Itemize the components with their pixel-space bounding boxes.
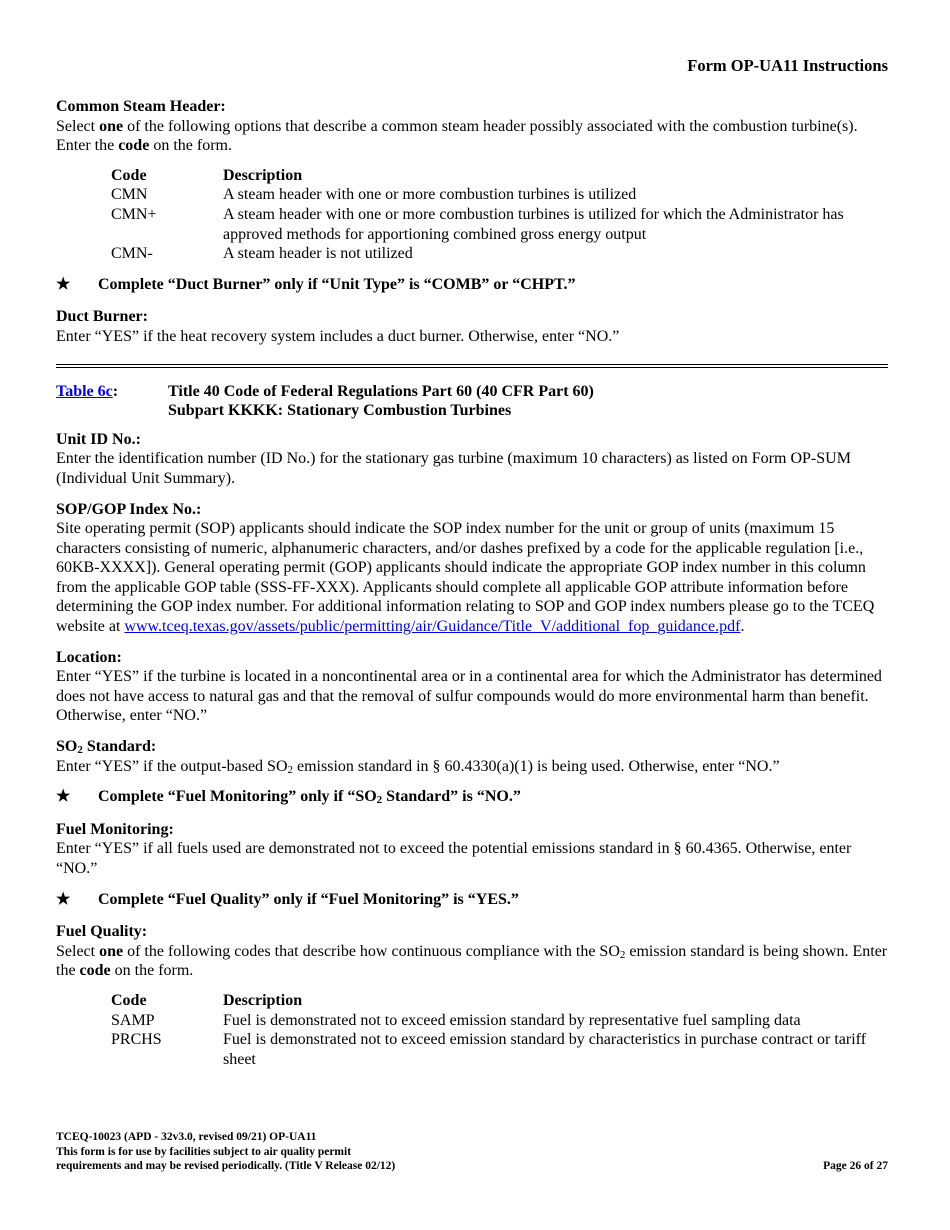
heading-part: Standard: xyxy=(82,738,157,756)
instruction-duct-burner xyxy=(56,275,888,295)
heading-fuel-monitoring: Fuel Monitoring: xyxy=(56,820,174,838)
code-cell: SAMP xyxy=(111,1011,155,1029)
text-part: Standard” is “NO.” xyxy=(382,788,521,806)
col-description-header: Description xyxy=(223,166,303,184)
heading-so2-standard xyxy=(56,737,888,757)
description-cell: Fuel is demonstrated not to exceed emission standard by characteristics in purchase contract or tariff sheet xyxy=(223,1031,867,1068)
section-so2-standard xyxy=(56,737,888,776)
duct-burner-text: Enter “YES” if the heat recovery system includes a duct burner. Otherwise, enter “NO.” xyxy=(56,327,620,345)
form-header-title: Form OP-UA11 Instructions xyxy=(687,56,888,75)
footer-revision-line: requirements and may be revised periodically. (Title V Release 02/12) xyxy=(56,1160,396,1172)
table-6c-link-wrap xyxy=(56,382,168,421)
fuel-quality-intro xyxy=(56,942,888,981)
heading-common-steam-header: Common Steam Header: xyxy=(56,98,226,115)
code-cell: PRCHS xyxy=(111,1031,162,1049)
link-period: . xyxy=(740,618,745,636)
section-location xyxy=(56,648,888,726)
location-text: Enter “YES” if the turbine is located in a noncontinental area or in a continental area for which the Administrator has determined does not have access to natural gas and that the removal of sulfur compounds would do more environmental harm than benefit. Otherwise, enter “NO.” xyxy=(56,668,882,725)
intro-bold: code xyxy=(79,962,111,980)
heading-fuel-quality: Fuel Quality: xyxy=(56,923,148,941)
col-code-header: Code xyxy=(111,991,147,1009)
code-cell: CMN xyxy=(111,186,148,204)
text-part: emission standard in § 60.4330(a)(1) is being used. Otherwise, enter “NO.” xyxy=(293,757,780,775)
heading-part: SO xyxy=(56,738,78,756)
table-row xyxy=(111,185,888,205)
footer-form-id: TCEQ-10023 (APD - 32v3.0, revised 09/21) OP-UA11 xyxy=(56,1131,317,1143)
table-6c-title-line-2: Subpart KKKK: Stationary Combustion Turbines xyxy=(168,402,512,420)
sop-gop-body: Site operating permit (SOP) applicants should indicate the SOP index number for the unit or group of units (maximum 15 characters consisting of numeric, alphanumeric characters, and/or dashes prefixed by a code for the applicable regulation [i.e., 60KB-XXXX]). General operating permit (GOP) applicants should indicate the appropriate GOP index number in this column from the applicable GOP table (SSS-FF-XXX). Applicants should complete all applicable GOP attribute information before determining the GOP index number. For additional information relating to SOP and GOP index numbers please go to the TCEQ website at xyxy=(56,520,875,636)
intro-bold: one xyxy=(99,942,124,960)
table-6c-title xyxy=(168,382,594,421)
section-fuel-quality xyxy=(56,922,888,1069)
table-6c-title-line-1: Title 40 Code of Federal Regulations Part 60 (40 CFR Part 60) xyxy=(168,382,594,400)
code-cell: CMN- xyxy=(111,245,153,263)
page-footer xyxy=(56,1130,888,1174)
intro-text: of the following codes that describe how continuous compliance with the SO xyxy=(123,942,620,960)
heading-location: Location: xyxy=(56,648,122,666)
description-cell: A steam header with one or more combustion turbines is utilized xyxy=(223,186,637,204)
fuel-quality-code-table xyxy=(111,991,888,1069)
section-duct-burner xyxy=(56,307,888,346)
col-code-header: Code xyxy=(111,166,147,184)
table-6c-link[interactable]: Table 6c xyxy=(56,382,113,400)
intro-text: on the form. xyxy=(110,962,194,980)
intro-text: Select xyxy=(56,117,100,135)
code-cell: CMN+ xyxy=(111,205,157,223)
table-header-row xyxy=(111,166,888,186)
instruction-text: Complete “Fuel Quality” only if “Fuel Monitoring” is “YES.” xyxy=(98,890,519,908)
section-unit-id xyxy=(56,430,888,489)
page-number: Page 26 of 27 xyxy=(823,1160,888,1172)
text-part: Enter “YES” if the output-based SO xyxy=(56,757,288,775)
star-icon: ★ xyxy=(56,890,71,908)
steam-header-code-table xyxy=(111,166,888,264)
table-header-row xyxy=(111,991,888,1011)
intro-text: of the following options that describe a common steam header possibly associated with the combustion turbine(s). Enter the xyxy=(56,117,858,155)
table-row xyxy=(111,205,888,244)
intro-text: Select xyxy=(56,942,100,960)
text-part: Complete “Fuel Monitoring” only if “SO xyxy=(98,788,377,806)
subscript: 2 xyxy=(619,948,626,961)
heading-duct-burner: Duct Burner: xyxy=(56,308,148,326)
section-divider xyxy=(56,364,888,368)
star-icon: ★ xyxy=(56,788,71,806)
table-row xyxy=(111,244,888,264)
intro-bold: code xyxy=(118,137,150,155)
section-fuel-monitoring xyxy=(56,820,888,879)
star-icon: ★ xyxy=(56,275,71,293)
subscript: 2 xyxy=(287,763,293,776)
description-cell: Fuel is demonstrated not to exceed emission standard by representative fuel sampling data xyxy=(223,1011,801,1029)
footer-usage-line: This form is for use by facilities subject to air quality permit xyxy=(56,1145,352,1158)
tceq-guidance-link[interactable]: www.tceq.texas.gov/assets/public/permitting/air/Guidance/Title_V/additional_fop_guidance.pdf xyxy=(124,618,741,636)
table-row xyxy=(111,1011,888,1031)
intro-text: emission standard is being shown. Enter the xyxy=(56,942,888,980)
instruction-text: Complete “Duct Burner” only if “Unit Type” is “COMB” or “CHPT.” xyxy=(98,275,576,293)
subscript: 2 xyxy=(77,744,83,757)
table-6c-colon: : xyxy=(112,382,119,400)
table-row xyxy=(111,1030,888,1069)
sop-gop-text xyxy=(56,519,888,637)
unit-id-text: Enter the identification number (ID No.) for the stationary gas turbine (maximum 10 characters) as listed on Form OP-SUM (Individual Unit Summary). xyxy=(56,450,851,487)
common-steam-header-intro xyxy=(56,117,888,156)
instruction-fuel-monitoring xyxy=(56,787,888,807)
table-6c-heading xyxy=(56,382,888,421)
intro-bold: one xyxy=(99,117,124,135)
document-body xyxy=(56,97,888,1080)
fuel-monitoring-text: Enter “YES” if all fuels used are demonstrated not to exceed the potential emissions standard in § 60.4365. Otherwise, enter “NO.” xyxy=(56,840,852,877)
so2-standard-text xyxy=(56,757,888,777)
section-common-steam-header xyxy=(56,97,888,264)
heading-unit-id: Unit ID No.: xyxy=(56,430,141,448)
intro-text: on the form. xyxy=(149,137,232,155)
col-description-header: Description xyxy=(223,991,303,1009)
instruction-fuel-quality xyxy=(56,890,888,910)
section-sop-gop-index xyxy=(56,500,888,637)
description-cell: A steam header with one or more combustion turbines is utilized for which the Administrator has approved methods for apportioning combined gross energy output xyxy=(223,205,844,243)
heading-sop-gop-index: SOP/GOP Index No.: xyxy=(56,500,202,518)
instruction-text xyxy=(98,787,521,807)
description-cell: A steam header is not utilized xyxy=(223,245,413,263)
subscript: 2 xyxy=(376,794,383,807)
